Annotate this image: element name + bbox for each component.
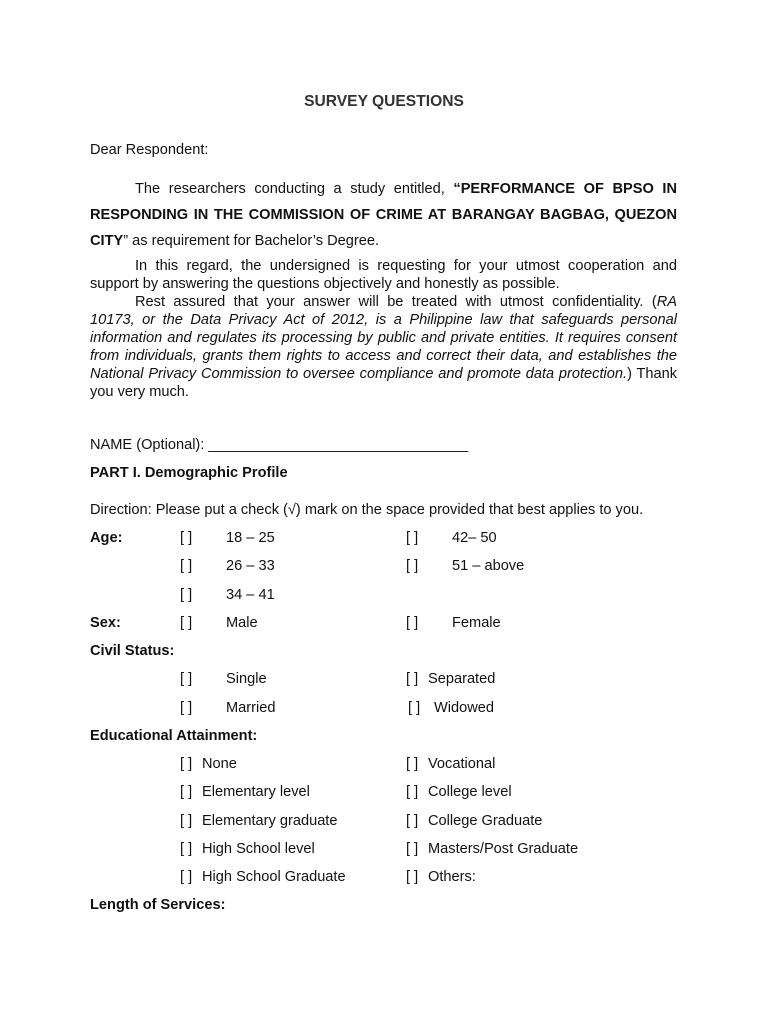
- confidentiality-pre: Rest assured that your answer will be treated with utmost confidentiality. (: [135, 294, 657, 310]
- age-option-42-50: 42– 50: [452, 530, 497, 546]
- edu-option-elementary-level: Elementary level: [202, 784, 310, 800]
- civil-checkbox-single[interactable]: [ ]: [180, 671, 193, 687]
- age-checkbox-18-25[interactable]: [ ]: [180, 530, 193, 546]
- age-checkbox-26-33[interactable]: [ ]: [180, 558, 193, 574]
- civil-checkbox-widowed[interactable]: [ ]: [408, 700, 421, 716]
- sex-label: Sex:: [90, 615, 121, 631]
- edu-checkbox-high-school-graduate[interactable]: [ ]: [180, 869, 193, 885]
- sex-option-female: Female: [452, 615, 501, 631]
- civil-checkbox-separated[interactable]: [ ]: [406, 671, 419, 687]
- age-option-51-above: 51 – above: [452, 558, 525, 574]
- sex-checkbox-female[interactable]: [ ]: [406, 615, 419, 631]
- edu-option-elementary-graduate: Elementary graduate: [202, 813, 338, 829]
- confidentiality-paragraph: [90, 293, 677, 401]
- page-title: SURVEY QUESTIONS: [304, 93, 464, 110]
- intro-pre: The researchers conducting a study entitled,: [135, 181, 454, 197]
- age-checkbox-34-41[interactable]: [ ]: [180, 587, 193, 603]
- edu-checkbox-elementary-graduate[interactable]: [ ]: [180, 813, 193, 829]
- sex-option-male: Male: [226, 615, 258, 631]
- age-option-18-25: 18 – 25: [226, 530, 275, 546]
- edu-option-vocational: Vocational: [428, 756, 496, 772]
- age-checkbox-51-above[interactable]: [ ]: [406, 558, 419, 574]
- salutation: Dear Respondent:: [90, 142, 209, 158]
- cooperation-text: In this regard, the undersigned is requesting for your utmost cooperation and support by answering the questions objectively and honestly as possible.: [90, 258, 677, 292]
- direction-text: Direction: Please put a check (√) mark on the space provided that best applies to you.: [90, 502, 644, 518]
- edu-option-others: Others:: [428, 869, 476, 885]
- edu-checkbox-college-graduate[interactable]: [ ]: [406, 813, 419, 829]
- age-checkbox-42-50[interactable]: [ ]: [406, 530, 419, 546]
- civil-option-married: Married: [226, 700, 276, 716]
- edu-option-high-school-graduate: High School Graduate: [202, 869, 346, 885]
- civil-option-widowed: Widowed: [434, 700, 495, 716]
- edu-checkbox-others[interactable]: [ ]: [406, 869, 419, 885]
- age-option-34-41: 34 – 41: [226, 587, 275, 603]
- edu-checkbox-masters[interactable]: [ ]: [406, 841, 419, 857]
- privacy-act-text: RA 10173, or the Data Privacy Act of 2012, is a Philippine law that safeguards personal information and regulates its processing by public and private entities. It requires consent from individuals, grants them rights to access and correct their data, and establishes the National Privacy Commission to oversee compliance and promote data protection.: [90, 294, 677, 382]
- edu-option-masters: Masters/Post Graduate: [428, 841, 579, 857]
- intro-paragraph: [90, 176, 677, 254]
- edu-option-college-level: College level: [428, 784, 512, 800]
- name-field[interactable]: NAME (Optional): ________________________________: [90, 437, 469, 453]
- civil-status-label: Civil Status:: [90, 643, 175, 659]
- edu-checkbox-vocational[interactable]: [ ]: [406, 756, 419, 772]
- edu-checkbox-college-level[interactable]: [ ]: [406, 784, 419, 800]
- civil-checkbox-married[interactable]: [ ]: [180, 700, 193, 716]
- confidentiality-post: ) Thank you very much.: [90, 366, 678, 400]
- intro-post: ” as requirement for Bachelor’s Degree.: [123, 233, 380, 249]
- age-option-26-33: 26 – 33: [226, 558, 275, 574]
- edu-option-college-graduate: College Graduate: [428, 813, 543, 829]
- edu-option-high-school-level: High School level: [202, 841, 315, 857]
- part1-heading: PART I. Demographic Profile: [90, 465, 288, 481]
- length-of-service-label: Length of Services:: [90, 897, 226, 913]
- edu-checkbox-none[interactable]: [ ]: [180, 756, 193, 772]
- age-label: Age:: [90, 530, 123, 546]
- sex-checkbox-male[interactable]: [ ]: [180, 615, 193, 631]
- cooperation-paragraph: [90, 257, 677, 293]
- education-label: Educational Attainment:: [90, 728, 258, 744]
- study-title: “PERFORMANCE OF BPSO IN RESPONDING IN THE COMMISSION OF CRIME AT BARANGAY BAGBAG, QUEZON CITY: [90, 181, 677, 249]
- edu-checkbox-elementary-level[interactable]: [ ]: [180, 784, 193, 800]
- edu-checkbox-high-school-level[interactable]: [ ]: [180, 841, 193, 857]
- civil-option-single: Single: [226, 671, 267, 687]
- civil-option-separated: Separated: [428, 671, 496, 687]
- edu-option-none: None: [202, 756, 237, 772]
